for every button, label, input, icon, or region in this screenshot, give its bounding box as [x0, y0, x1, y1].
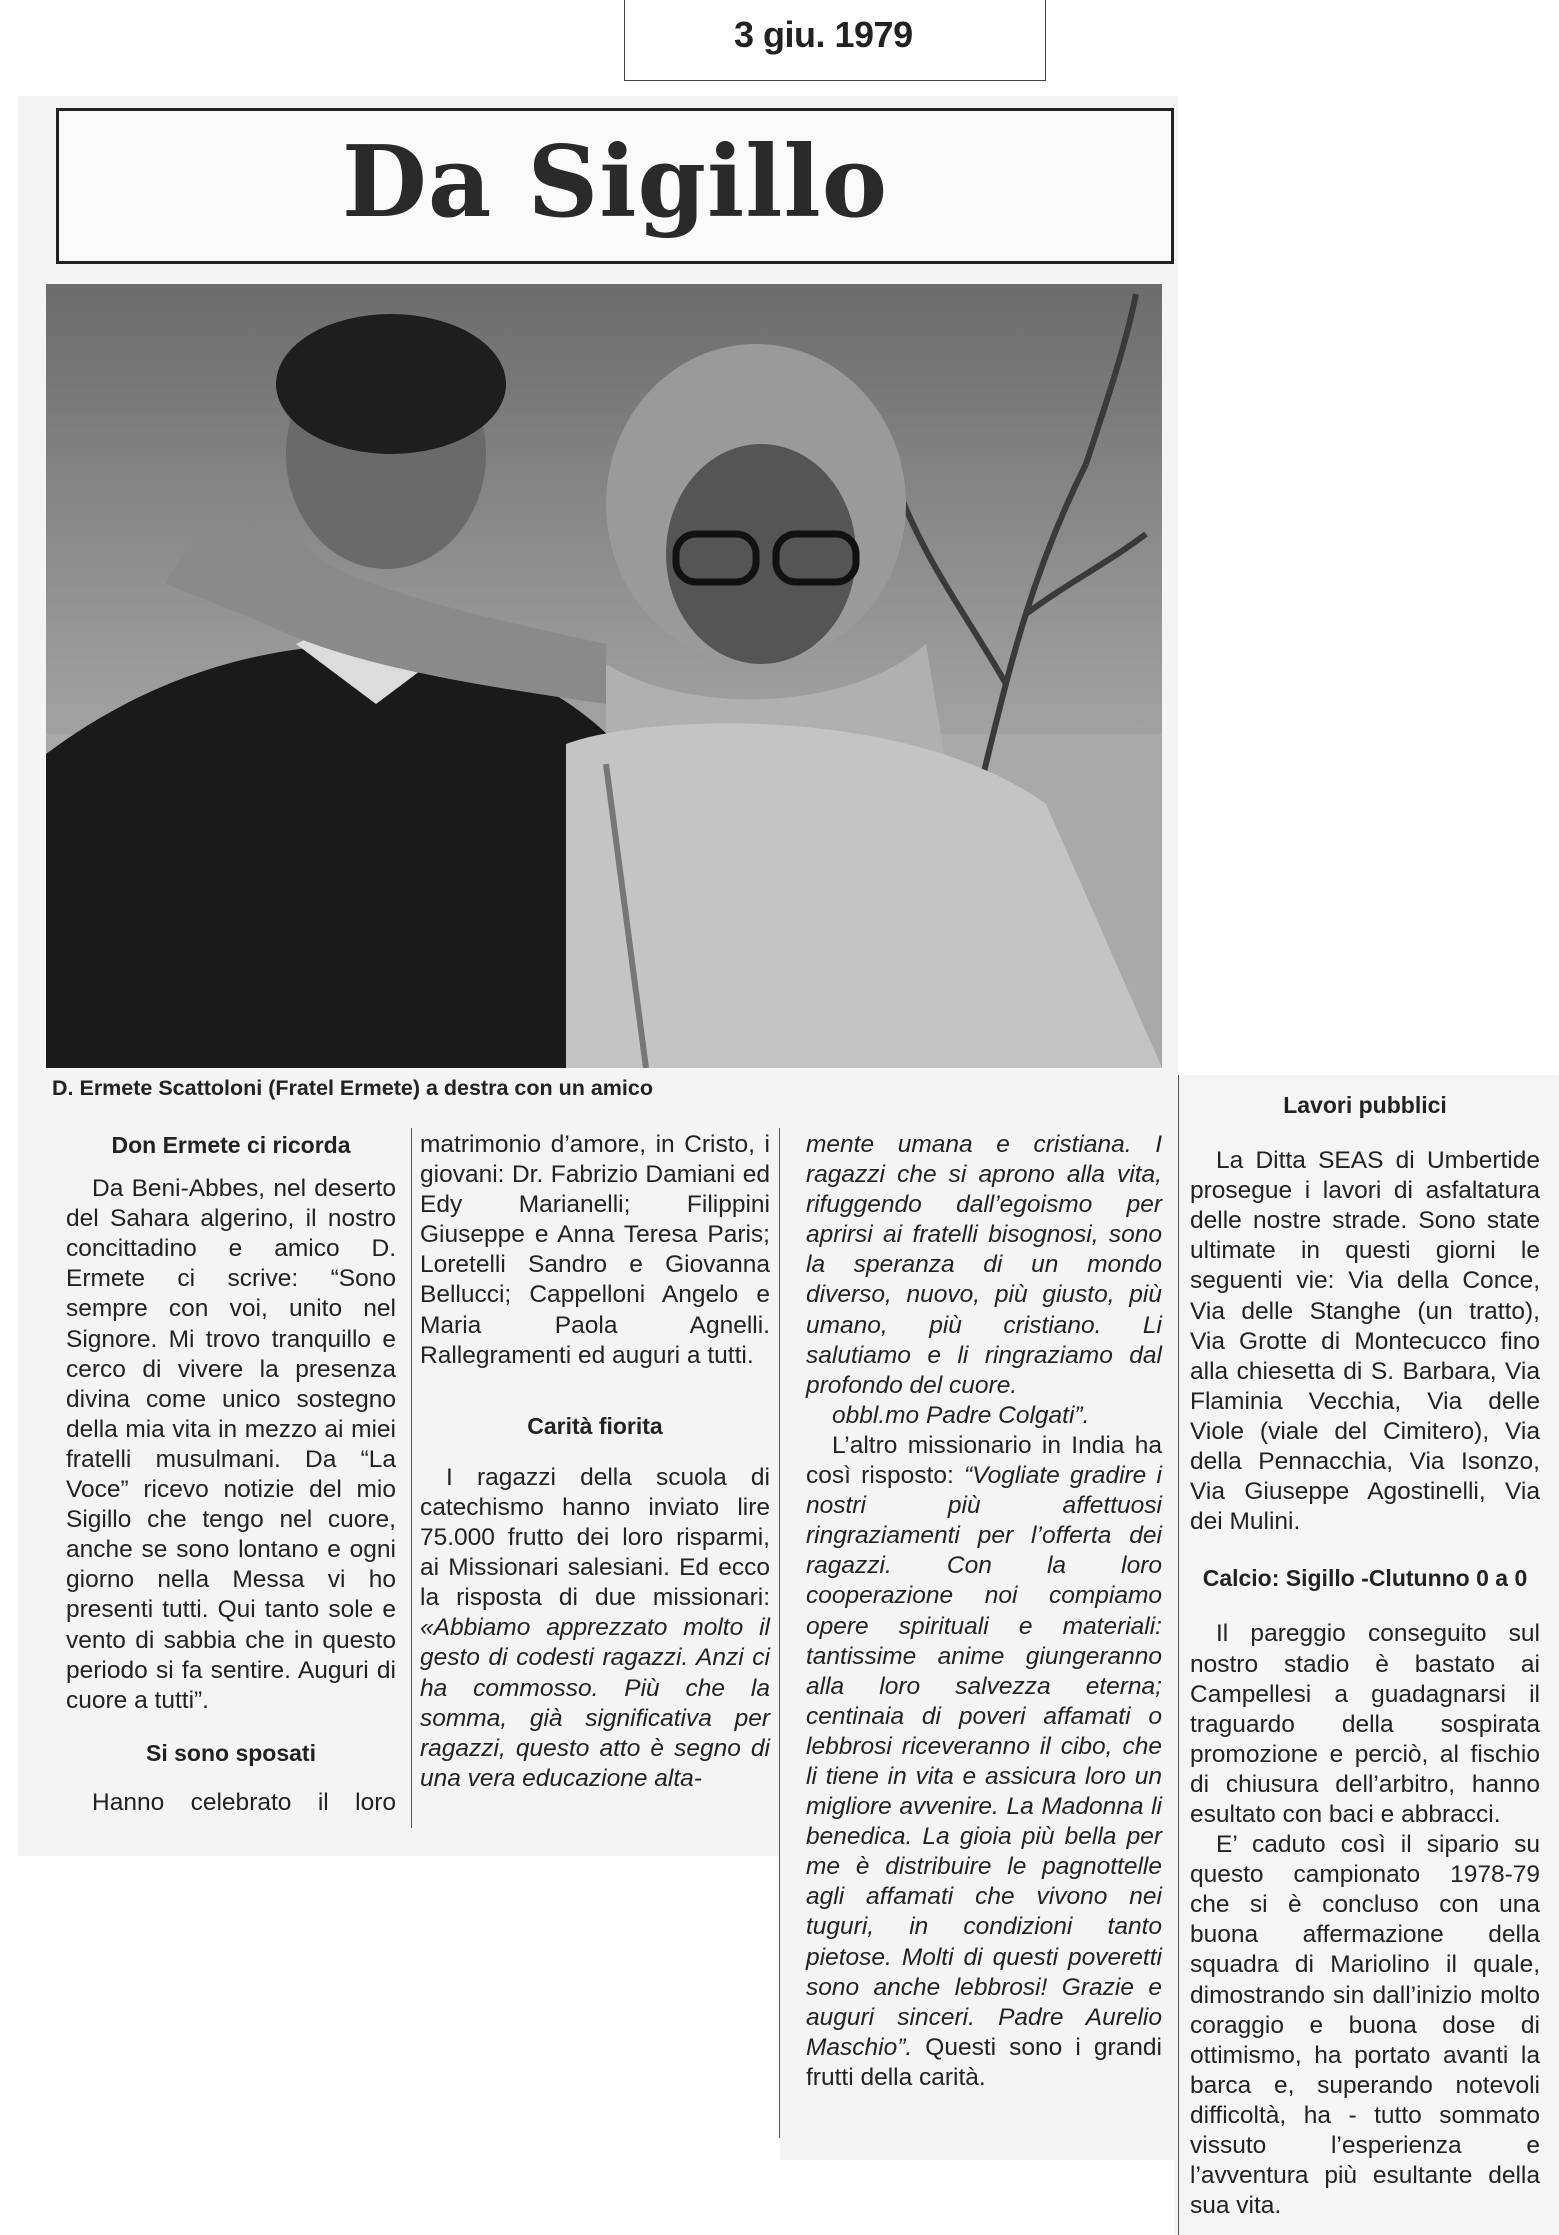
- column-rule: [411, 1128, 412, 1828]
- quote-text: mente umana e cristiana. I ragazzi che si aprono alla vita, rifuggendo dall’egoismo per aprirsi ai fratelli bisognosi, sono la speranza di un mondo diverso, nuovo, più giusto, più umano, più cristiano. Li salutiamo e li ringraziamo dal profondo del cuore.: [806, 1131, 1162, 1399]
- article-body: Da Beni-Abbes, nel deserto del Sahara algerino, il nostro concittadino e amico D. Ermete ci scrive: “Sono sempre con voi, unito nel Signore. Mi trovo tranquillo e cerco di vivere la presenza divina come unico sostegno della mia vita in mezzo ai miei fratelli musulmani. Da “La Voce” ricevo notizie del mio Sigillo che tengo nel cuore, anche se sono lontano e ogni giorno nella Messa vi ho presenti tutti. Qui tanto sole e vento di sabbia che in questo periodo si fa sentire. Auguri di cuore a tutti”.: [66, 1175, 396, 1714]
- quote-text: “Vogliate gradire i nostri più affettuosi ringraziamenti per l’offerta dei ragazzi. Con la loro cooperazione noi compiamo opere spirituali e materiali: tantissime anime giungeranno alla loro salvezza eterna; centinaia di poveri affamati o lebbrosi riceveranno il cibo, che li tiene in vita e assicura loro un migliore avvenire. La Madonna li benedica. La gioia più bella per me è distribuire le pagnottelle agli affamati che vivono nei tuguri, in condizioni tanto pietose. Molti di questi poveretti sono anche lebbrosi! Grazie e auguri sinceri. Padre Aurelio Maschio”.: [806, 1462, 1162, 2061]
- article-heading: Si sono sposati: [146, 1739, 316, 1766]
- quote-text: «Abbiamo apprezzato molto il gesto di codesti ragazzi. Anzi ci ha commosso. Più che la somma, già significativa per ragazzi, questo atto è segno di una vera educazione alta-: [420, 1614, 770, 1792]
- column-2: [420, 1130, 770, 1794]
- article-heading: Carità fiorita: [527, 1412, 663, 1439]
- column-4: [1190, 1090, 1540, 2221]
- article-body: matrimonio d’amore, in Cristo, i giovani: Dr. Fabrizio Damiani ed Edy Marianelli; Filippini Giuseppe e Anna Teresa Paris; Loretelli Sandro e Giovanna Bellucci; Cappelloni Angelo e Maria Paola Agnelli. Rallegramenti ed auguri a tutti.: [420, 1131, 770, 1369]
- page-title: Da Sigillo: [341, 125, 889, 240]
- photo: [46, 284, 1162, 1068]
- photo-caption: D. Ermete Scattoloni (Fratel Ermete) a destra con un amico: [52, 1076, 653, 1100]
- signature: obbl.mo Padre Colgati”.: [832, 1401, 1090, 1429]
- article-text: I ragazzi della scuola di catechismo hanno inviato lire 75.000 frutto dei loro risparmi, ai Missionari salesiani. Ed ecco la risposta di due missionari:: [420, 1463, 770, 1612]
- article-heading: Lavori pubblici: [1283, 1092, 1447, 1118]
- column-1: [66, 1130, 396, 1818]
- article-text: L’altro missionario in India ha così risposto:: [806, 1431, 1162, 1490]
- photo-illustration: [46, 284, 1162, 1068]
- column-rule: [779, 1128, 780, 2138]
- article-heading: Calcio: Sigillo -Clutunno 0 a 0: [1202, 1565, 1528, 1592]
- article-text: Questi sono i grandi frutti della carità.: [806, 2033, 1162, 2091]
- article-body: La Ditta SEAS di Umbertide prosegue i lavori di asfaltatura delle nostre strade. Sono state ultimate in questi giorni le seguenti vie: Via della Conce, Via delle Stanghe (un tratto), Via Grotte di Montecucco fino alla chiesetta di S. Barbara, Via Flaminia Vecchia, Via delle Viole (viale del Cimitero), Via della Pennacchia, Via Isonzo, Via Giuseppe Agostinelli, Via dei Mulini.: [1190, 1147, 1540, 1536]
- column-3: [806, 1130, 1162, 2093]
- article-body: Hanno celebrato il loro: [92, 1788, 396, 1816]
- column-rule: [1178, 1075, 1179, 2235]
- article-body: [806, 1431, 1162, 2093]
- article-body: Il pareggio conseguito sul nostro stadio è bastato ai Campellesi a guadagnarsi il traguardo della sospirata promozione e perciò, al fischio di chiusura dell’arbitro, hanno esultato con baci e abbracci.: [1190, 1620, 1540, 1828]
- title-box: [56, 108, 1174, 264]
- article-body: E’ caduto così il sipario su questo campionato 1978-79 che si è concluso con una buona affermazione della squadra di Mariolino il quale, dimostrando sin dall’inizio molto coraggio e buona dose di ottimismo, ha portato avanti la barca e, superando notevoli difficoltà, ha - tutto sommato vissuto l’esperienza e l’avventura più esultante della sua vita.: [1190, 1831, 1540, 2220]
- date-stamp: 3 giu. 1979: [734, 14, 913, 55]
- article-heading: Don Ermete ci ricorda: [111, 1132, 351, 1158]
- article-body: [420, 1463, 770, 1794]
